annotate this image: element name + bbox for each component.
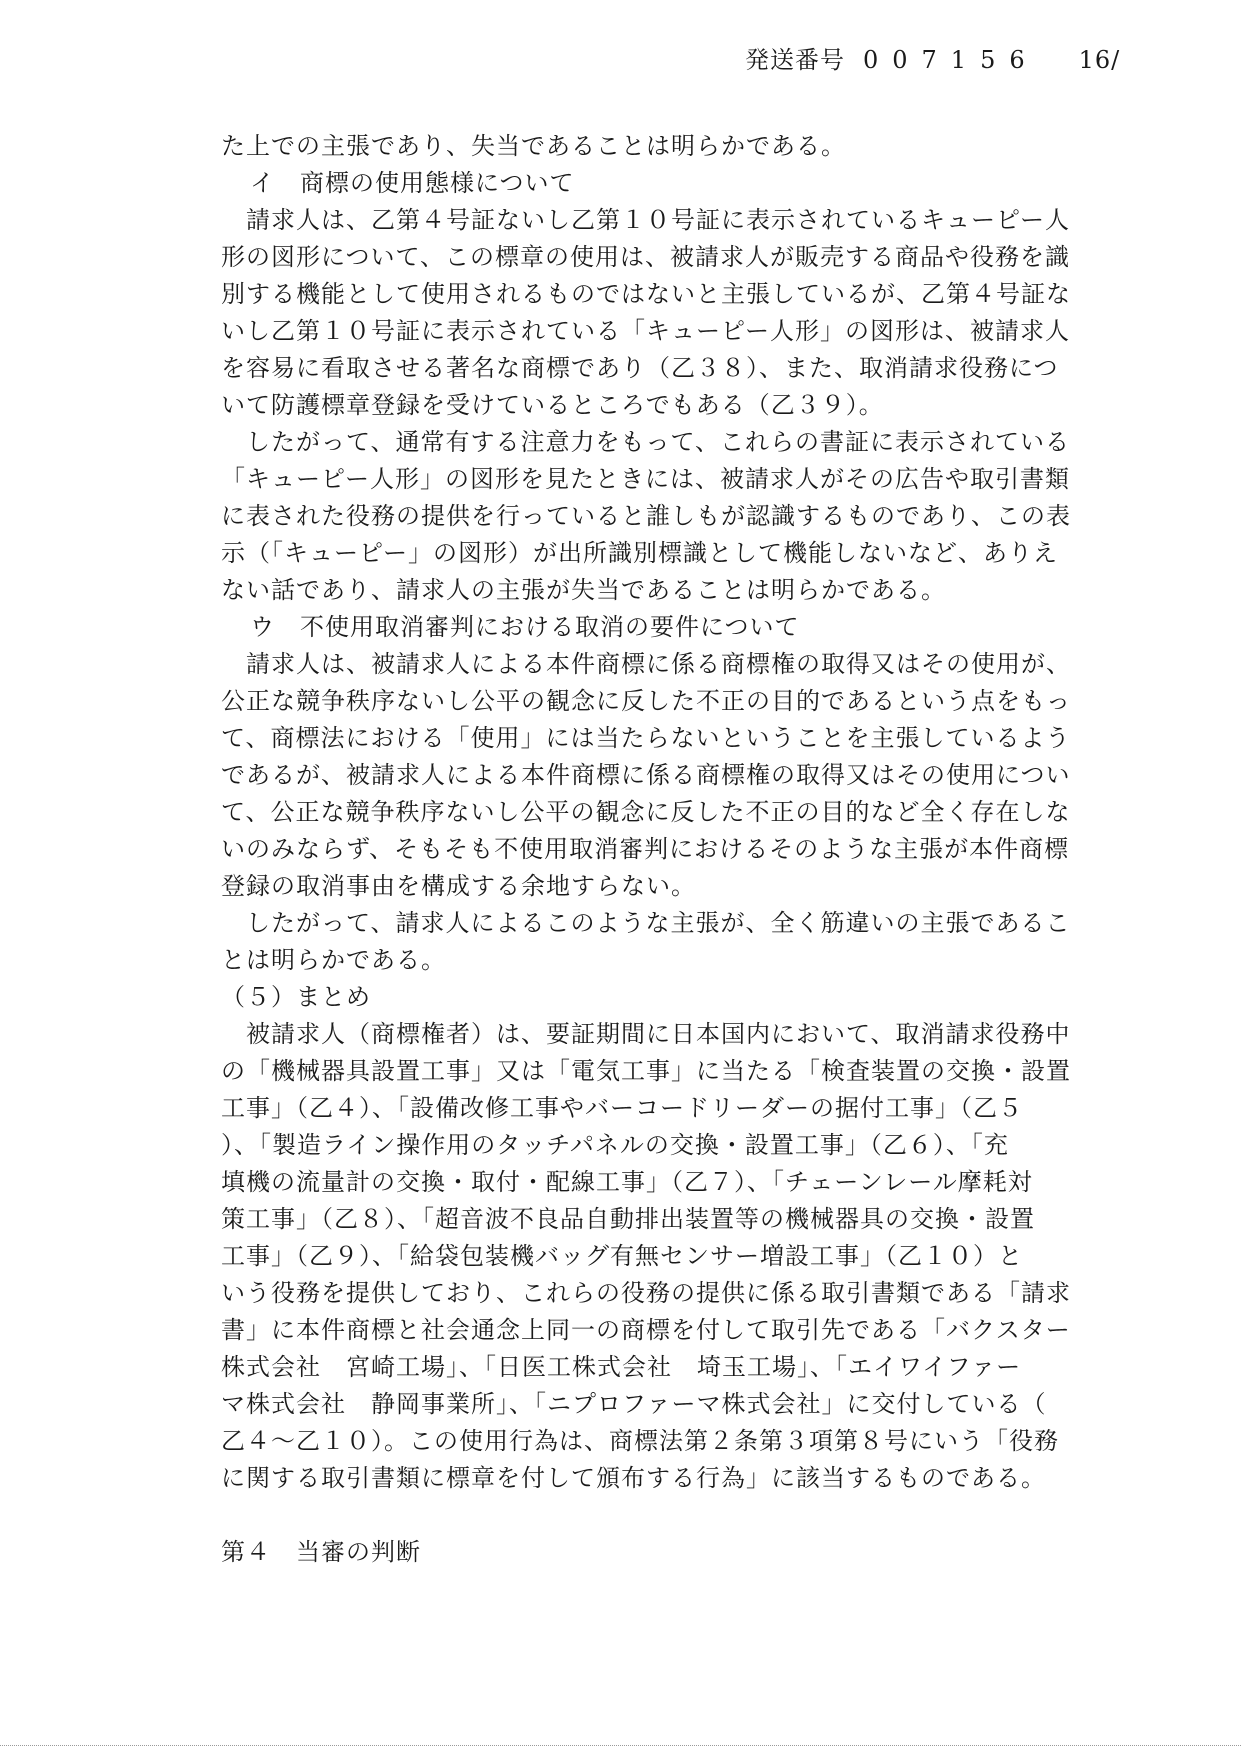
text-line: 工事」（乙９）、「給袋包装機バッグ有無センサー増設工事」（乙１０）と — [221, 1242, 1023, 1270]
dispatch-number: 007156 — [863, 46, 1039, 74]
page-header — [745, 40, 1120, 75]
text-line: マ株式会社 静岡事業所」、「ニプロファーマ株式会社」に交付している（ — [221, 1390, 1047, 1418]
text-line: いう役務を提供しており、これらの役務の提供に係る取引書類である「請求 — [221, 1279, 1071, 1307]
dispatch-number-label: 発送番号 — [745, 46, 845, 74]
text-line: いし乙第１０号証に表示されている「キューピー人形」の図形は、被請求人 — [221, 317, 1071, 345]
text-line: とは明らかである。 — [221, 946, 446, 974]
page-bottom-rule — [0, 1745, 1241, 1746]
blank-line — [221, 1497, 1221, 1534]
subsection-heading: イ 商標の使用態様について — [250, 169, 575, 197]
text-line: 株式会社 宮崎工場」、「日医工株式会社 埼玉工場」、「エイワイファー — [221, 1353, 1022, 1381]
text-line: したがって、請求人によるこのような主張が、全く筋違いの主張であるこ — [246, 909, 1071, 937]
text-line: 「キューピー人形」の図形を見たときには、被請求人がその広告や取引書類 — [221, 465, 1071, 493]
document-body — [221, 128, 1221, 1571]
text-line: 登録の取消事由を構成する余地すらない。 — [221, 872, 696, 900]
text-line: て、公正な競争秩序ないし公平の観念に反した不正の目的など全く存在しな — [221, 798, 1071, 826]
text-line: 別する機能として使用されるものではないと主張しているが、乙第４号証な — [221, 280, 1071, 308]
text-line: に表された役務の提供を行っていると誰しもが認識するものであり、この表 — [221, 502, 1071, 530]
text-line: であるが、被請求人による本件商標に係る商標権の取得又はその使用につい — [221, 761, 1071, 789]
text-line: したがって、通常有する注意力をもって、これらの書証に表示されている — [246, 428, 1071, 456]
text-line: 策工事」（乙８）、「超音波不良品自動排出装置等の機械器具の交換・設置 — [221, 1205, 1035, 1233]
text-line: いて防護標章登録を受けているところでもある（乙３９）。 — [221, 391, 884, 419]
section-heading: 第４ 当審の判断 — [221, 1538, 421, 1566]
text-line: 書」に本件商標と社会通念上同一の商標を付して取引先である「バクスター — [221, 1316, 1071, 1344]
text-line: の「機械器具設置工事」又は「電気工事」に当たる「検査装置の交換・設置 — [221, 1057, 1071, 1085]
text-line: を容易に看取させる著名な商標であり（乙３８）、また、取消請求役務につ — [221, 354, 1059, 382]
text-line: 請求人は、被請求人による本件商標に係る商標権の取得又はその使用が、 — [246, 650, 1071, 678]
text-line: 被請求人（商標権者）は、要証期間に日本国内において、取消請求役務中 — [246, 1020, 1071, 1048]
text-line: 公正な競争秩序ないし公平の観念に反した不正の目的であるという点をもっ — [221, 687, 1071, 715]
text-line: いのみならず、そもそも不使用取消審判におけるそのような主張が本件商標 — [221, 835, 1070, 863]
text-line: 乙４～乙１０）。この使用行為は、商標法第２条第３項第８号にいう「役務 — [221, 1427, 1059, 1455]
text-line: て、商標法における「使用」には当たらないということを主張しているよう — [221, 724, 1071, 752]
text-line: 工事」（乙４）、「設備改修工事やバーコードリーダーの据付工事」（乙５ — [221, 1094, 1023, 1122]
text-line: 形の図形について、この標章の使用は、被請求人が販売する商品や役務を識 — [221, 243, 1071, 271]
subsection-heading: （５）まとめ — [221, 983, 371, 1011]
text-line: 請求人は、乙第４号証ないし乙第１０号証に表示されているキューピー人 — [246, 206, 1071, 234]
text-line: に関する取引書類に標章を付して頒布する行為」に該当するものである。 — [221, 1464, 1046, 1492]
text-line: 填機の流量計の交換・取付・配線工事」（乙７）、「チェーンレール摩耗対 — [221, 1168, 1033, 1196]
page-number: 16/ — [1078, 46, 1121, 74]
text-line: ない話であり、請求人の主張が失当であることは明らかである。 — [221, 576, 946, 604]
text-line: た上での主張であり、失当であることは明らかである。 — [221, 132, 846, 160]
subsection-heading: ウ 不使用取消審判における取消の要件について — [250, 613, 800, 641]
text-line: 示（「キューピー」の図形）が出所識別標識として機能しないなど、ありえ — [221, 539, 1059, 567]
text-line: ）、「製造ライン操作用のタッチパネルの交換・設置工事」（乙６）、「充 — [221, 1131, 1009, 1159]
